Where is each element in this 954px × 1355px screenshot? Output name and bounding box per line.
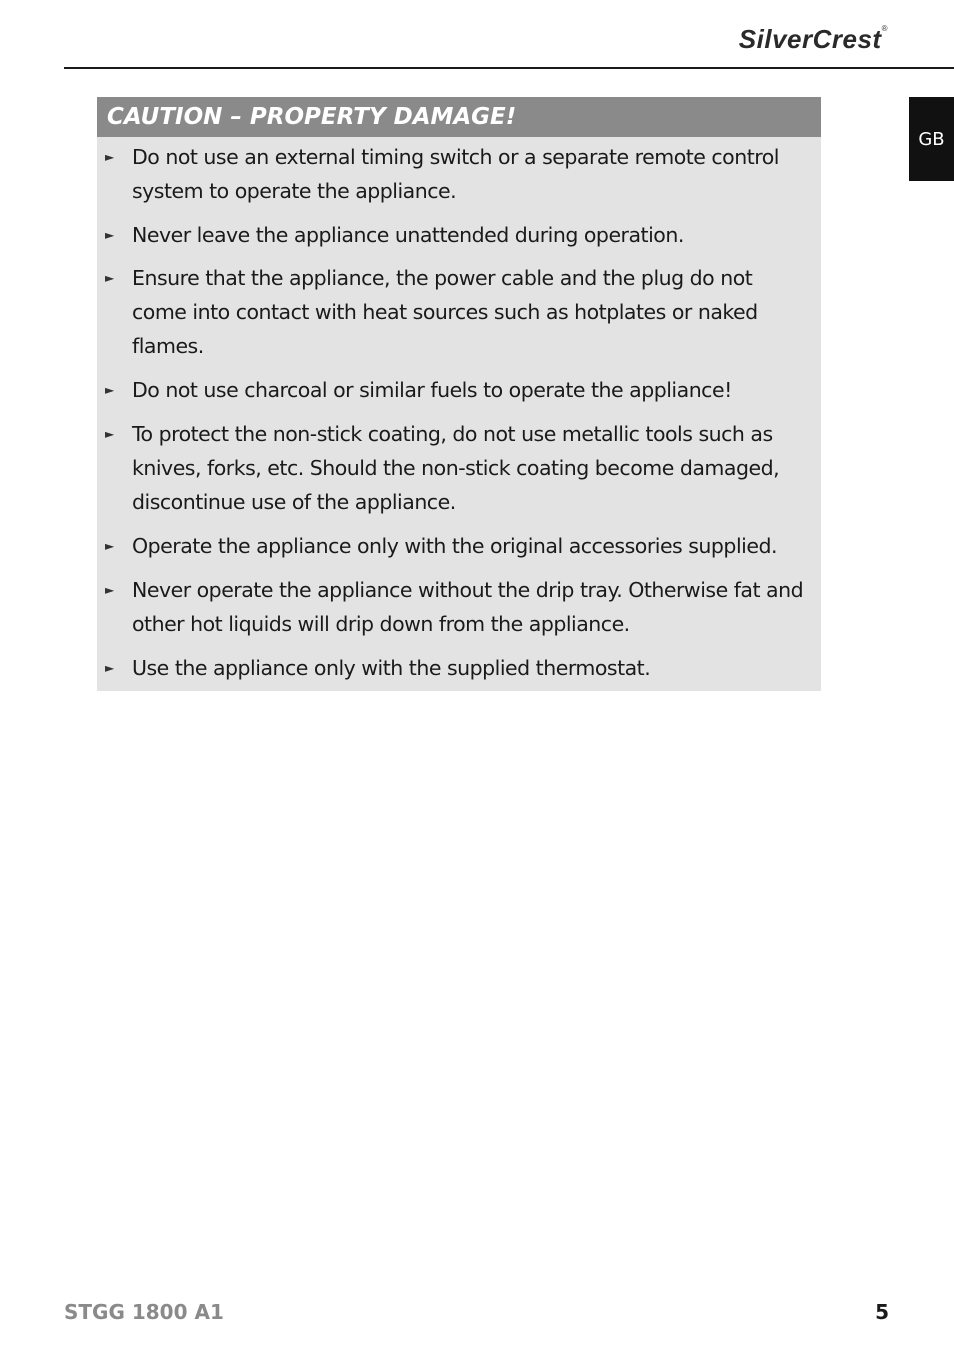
header-divider (64, 67, 954, 69)
triangle-bullet-icon: ► (105, 228, 114, 242)
list-item-text: Ensure that the appliance, the power cable and the plug do not come into contact with heat sources such as hotplates or naked flames. (132, 266, 758, 358)
triangle-bullet-icon: ► (105, 271, 114, 285)
triangle-bullet-icon: ► (105, 150, 114, 164)
list-item (105, 573, 812, 641)
caution-box (97, 97, 821, 691)
triangle-bullet-icon: ► (105, 427, 114, 441)
registered-mark: ® (881, 24, 888, 33)
brand-logo (739, 24, 888, 55)
list-item-text: Do not use charcoal or similar fuels to operate the appliance! (132, 378, 732, 402)
list-item (105, 529, 812, 563)
list-item-text: Operate the appliance only with the original accessories supplied. (132, 534, 777, 558)
triangle-bullet-icon: ► (105, 539, 114, 553)
list-item-text: Do not use an external timing switch or a separate remote control system to operate the appliance. (132, 145, 779, 203)
list-item (105, 261, 812, 363)
triangle-bullet-icon: ► (105, 583, 114, 597)
triangle-bullet-icon: ► (105, 661, 114, 675)
language-tab (909, 97, 954, 181)
list-item-text: Never operate the appliance without the drip tray. Otherwise fat and other hot liquids will drip down from the appliance. (132, 578, 804, 636)
list-item (105, 417, 812, 519)
list-item (105, 140, 812, 208)
list-item-text: Never leave the appliance unattended during operation. (132, 223, 684, 247)
list-item (105, 651, 812, 685)
list-item (105, 218, 812, 252)
list-item-text: To protect the non-stick coating, do not use metallic tools such as knives, forks, etc. Should the non-stick coating become damaged, discontinue use of the appliance. (132, 422, 780, 514)
list-item-text: Use the appliance only with the supplied thermostat. (132, 656, 651, 680)
language-tab-label: GB (918, 128, 945, 150)
list-item (105, 373, 812, 407)
caution-title: CAUTION – PROPERTY DAMAGE! (97, 97, 821, 137)
page-number: 5 (875, 1300, 889, 1324)
triangle-bullet-icon: ► (105, 383, 114, 397)
brand-name: SilverCrest (738, 24, 882, 54)
footer-model: STGG 1800 A1 (64, 1300, 224, 1324)
